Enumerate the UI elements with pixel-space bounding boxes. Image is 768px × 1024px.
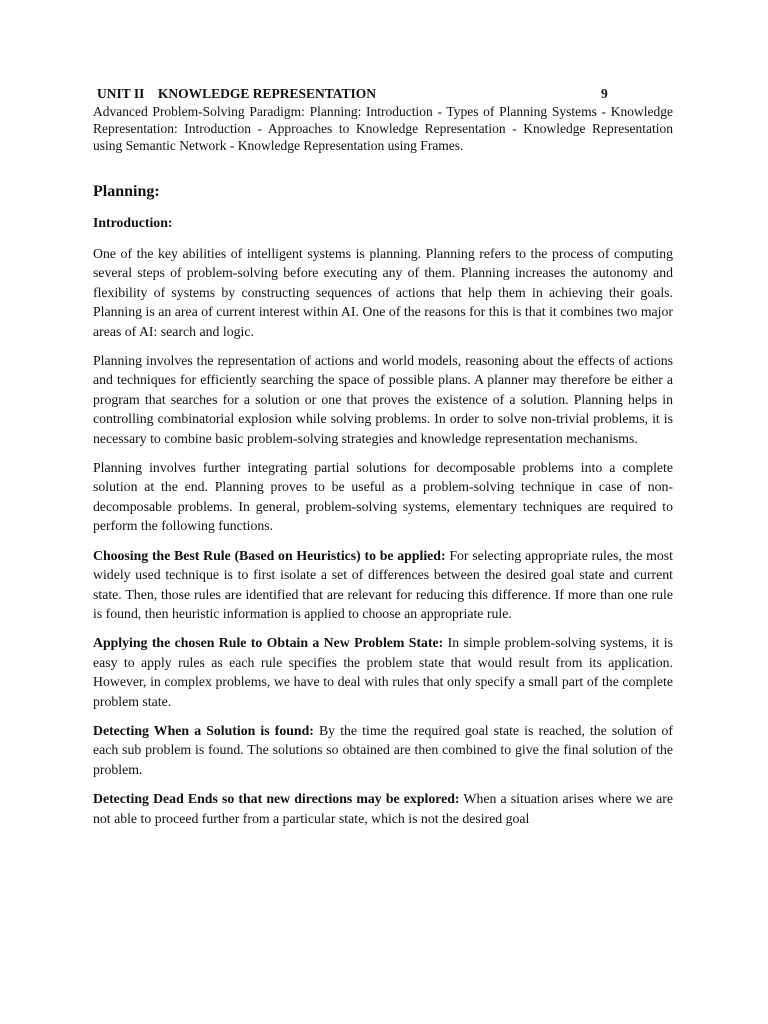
- paragraph: One of the key abilities of intelligent systems is planning. Planning refers to the process of computing several steps of problem-solving before executing any of them. Planning increases the autonomy and flexibility of systems by constructing sequences of actions that help them in achieving their goals. Planning is an area of current interest within AI. One of the reasons for this is that it combines two major areas of AI: search and logic.: [93, 246, 673, 339]
- function-term: Detecting When a Solution is found:: [93, 722, 314, 738]
- function-text: For selecting appropriate rules, the most widely used technique is to first isolate a set of differences between the desired goal state and current state. Then, those rules are identified that are relevant for reducing this difference. If more than one rule is found, then heuristic information is applied to choose an appropriate rule.: [93, 547, 674, 621]
- function-paragraph: [93, 721, 673, 779]
- function-paragraph: [93, 789, 673, 828]
- function-term: Applying the chosen Rule to Obtain a New Problem State:: [93, 635, 444, 651]
- unit-title: UNIT II KNOWLEDGE REPRESENTATION: [97, 86, 377, 101]
- syllabus-text: Advanced Problem-Solving Paradigm: Planning: Introduction - Types of Planning Systems - Knowledge Representation: Introduction - Approaches to Knowledge Representation - Knowledge Representation using Semantic Network - Knowledge Representation using Frames.: [93, 104, 673, 153]
- sub-heading: Introduction:: [93, 215, 173, 230]
- function-paragraph: [93, 633, 673, 711]
- document-page: [93, 85, 673, 828]
- function-text: By the time the required goal state is reached, the solution of each sub problem is found. The solutions so obtained are then combined to give the final solution of the problem.: [93, 722, 673, 777]
- paragraph: Planning involves the representation of actions and world models, reasoning about the effects of actions and techniques for efficiently searching the space of possible plans. A planner may therefore be either a program that searches for a solution or one that proves the existence of a solution. Planning helps in controlling combinatorial explosion while solving problems. In order to solve non-trivial problems, it is necessary to combine basic problem-solving strategies and knowledge representation mechanisms.: [93, 353, 673, 446]
- unit-hours: 9: [601, 86, 608, 101]
- unit-header: [93, 85, 673, 103]
- function-text: In simple problem-solving systems, it is easy to apply rules as each rule specifies the problem state that would result from its application. However, in complex problems, we have to deal with rules that only specify a small part of the complete problem state.: [93, 635, 673, 709]
- function-paragraph: [93, 546, 673, 624]
- function-term: Choosing the Best Rule (Based on Heuristics) to be applied:: [93, 547, 446, 563]
- function-text: When a situation arises where we are not able to proceed further from a particular state, which is not the desired goal: [93, 791, 673, 826]
- section-heading: Planning:: [93, 183, 160, 200]
- paragraph: Planning involves further integrating partial solutions for decomposable problems into a complete solution at the end. Planning proves to be useful as a problem-solving technique in case of non-decomposable problems. In general, problem-solving systems, elementary techniques are required to perform the following functions.: [93, 460, 673, 534]
- function-term: Detecting Dead Ends so that new directions may be explored:: [93, 791, 460, 807]
